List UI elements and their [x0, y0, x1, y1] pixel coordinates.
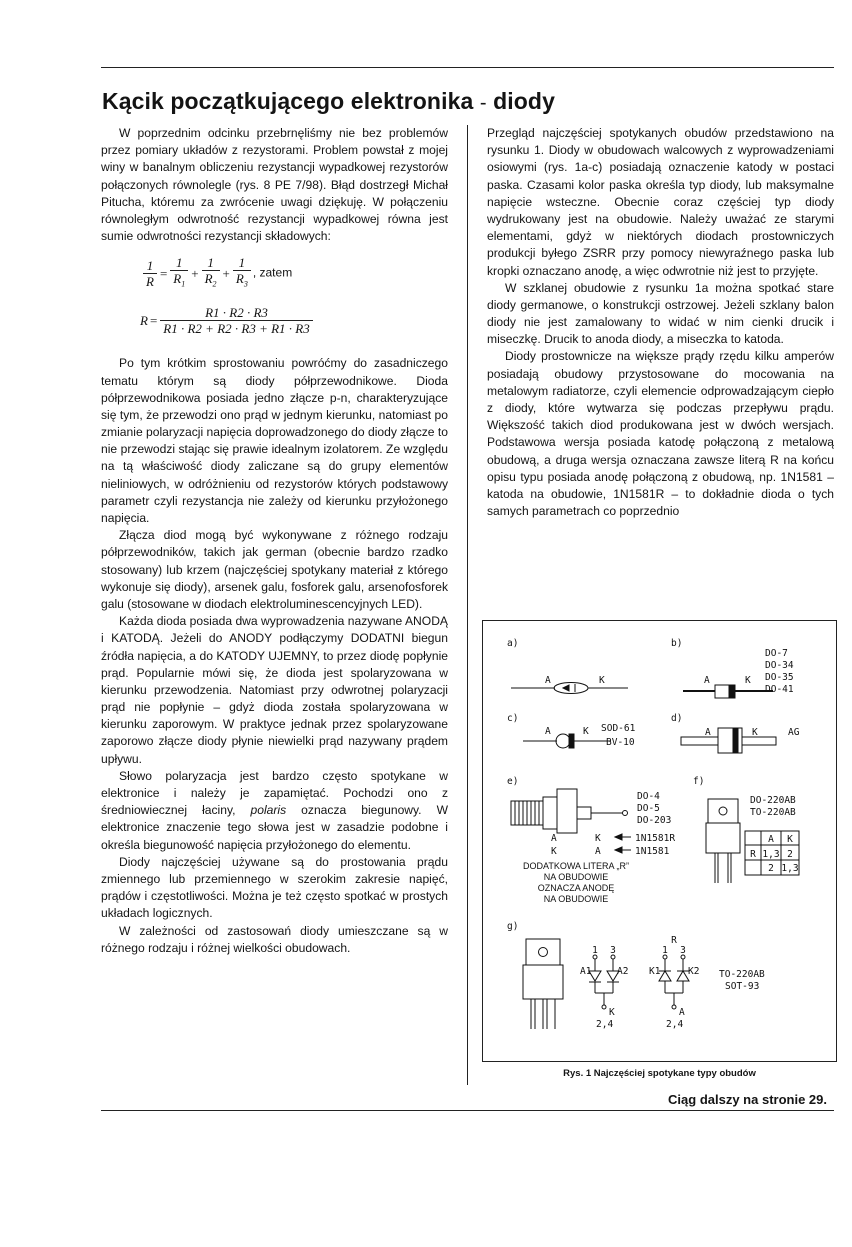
svg-text:2,4: 2,4 [596, 1019, 614, 1030]
svg-text:A: A [595, 846, 601, 857]
svg-text:DO-203: DO-203 [637, 815, 672, 826]
fraction: $\frac{1}{R_1}$ [170, 255, 188, 292]
dual-diode-common-cathode [589, 955, 619, 1009]
svg-text:A: A [545, 675, 551, 686]
svg-text:K: K [583, 726, 589, 737]
fraction: $\frac{1}{R_3}$ [233, 255, 251, 292]
diode-packages-figure [482, 620, 837, 1062]
figure-caption: Rys. 1 Najczęściej spotykane typy obudów [563, 1068, 756, 1079]
svg-text:A: A [679, 1007, 685, 1018]
column-divider [467, 125, 468, 1085]
svg-text:R: R [671, 935, 677, 946]
svg-text:BV-10: BV-10 [606, 737, 635, 748]
svg-text:A1: A1 [580, 966, 592, 977]
svg-text:A: A [705, 727, 711, 738]
article-title [102, 88, 555, 115]
formula-parallel-resistance: R = $\frac{R1 \cdot R2 \cdot R3}{R1 \cdot R2 + R2 \cdot R3 + R1 \cdot R3}$ [139, 305, 448, 349]
svg-text:DO-35: DO-35 [765, 672, 794, 683]
stud-diode-drawing [511, 789, 628, 833]
svg-text:A: A [545, 726, 551, 737]
svg-text:DO-41: DO-41 [765, 684, 794, 695]
right-column [487, 125, 834, 520]
paragraph: Słowo polaryzacja jest bardzo często spotykane w elektronice i należy je zapamiętać. Pochodzi ono z średniowiecznej łaciny, polaris oznacza biegunowy. W elektronice znaczenie tego słowa jest w zasadzie podobne i określa biegunowość napięcia przyłożonego do elementu. [101, 768, 448, 852]
svg-text:NA OBUDOWIE: NA OBUDOWIE [543, 894, 609, 904]
paragraph: Każda dioda posiada dwa wyprowadzenia nazywane ANODĄ i KATODĄ. Jeżeli do ANODY podłączymy DODATNI biegun źródła napięcia, a do KATODY UJEMNY, to przez diodę popłynie prąd. Popularnie mówi się, że dioda jest spolaryzowana w kierunku przewodzenia. Natomiast przy odwrotnej polaryzacji prąd nie popłynie – gdyż dioda została spolaryzowana w kierunku zaporowym. W praktyce jednak przez spolaryzowane zaporowo złącze diody płynie niewielki prąd nazywany prądem upływu. [101, 614, 448, 766]
svg-text:3: 3 [680, 945, 686, 956]
fig-g-label: g) [507, 921, 519, 932]
svg-text:OZNACZA ANODĘ: OZNACZA ANODĘ [537, 883, 615, 893]
dual-diode-package-drawing [523, 939, 563, 1029]
svg-text:NA OBUDOWIE: NA OBUDOWIE [543, 872, 609, 882]
svg-text:DODATKOWA LITERA „R”: DODATKOWA LITERA „R” [522, 861, 630, 871]
top-rule [101, 67, 834, 68]
formula-tail: , zatem [252, 266, 293, 281]
svg-text:A: A [768, 834, 774, 845]
svg-text:TO-220AB: TO-220AB [719, 969, 765, 980]
svg-text:1: 1 [592, 945, 598, 956]
svg-text:A: A [704, 675, 710, 686]
svg-text:DO-5: DO-5 [637, 803, 660, 814]
svg-text:3: 3 [610, 945, 616, 956]
svg-text:SOD-61: SOD-61 [601, 723, 636, 734]
fig-d-label: d) [671, 713, 683, 724]
paragraph: Po tym krótkim sprostowaniu powróćmy do zasadniczego tematu którym są diody półprzewodnikowe. Dioda półprzewodnikowa posiada jedno złącze p-n, charakteryzujące się tym, że przewodzi ono prąd w jednym kierunku, natomiast po zmianie polaryzacji napięcia doprowadzonego do diody złącze to nie przewodzi stając się prawie idealnym izolatorem. Ze względu na tą właściwość diody zaliczane są do grupy elementów nieliniowych, w odróżnieniu od rezystorów których podstawowy parametr czyli rezystancja nie zależy od kierunku przyłożonego napięcia. [101, 356, 448, 525]
svg-text:2: 2 [768, 863, 774, 874]
pinout-table [745, 831, 799, 875]
svg-text:DO-220AB: DO-220AB [750, 795, 796, 806]
svg-text:2: 2 [787, 849, 793, 860]
formula-reciprocal-sum: $\frac{1}{R}$ = $\frac{1}{R_1}$ + $\frac{1}{R_2}$ + $\frac{1}{R_3}$ , zatem [141, 255, 448, 293]
svg-text:AG: AG [788, 727, 800, 738]
paragraph: Złącza diod mogą być wykonywane z różnego rodzaju półprzewodników, takich jak german (obecnie bardzo rzadko stosowany) lub krzem (najczęściej spotykany materiał z którego wykonuje się diody), arsenek galu, fosforek galu, arsenofosforek galu (stosowane w diodach elektroluminescencyjnych LED). [101, 528, 448, 611]
svg-text:1,3: 1,3 [762, 849, 780, 860]
continued-on-page: Ciąg dalszy na stronie 29. [668, 1092, 827, 1107]
svg-text:K: K [609, 1007, 615, 1018]
title-sub: diody [493, 88, 555, 114]
svg-text:K: K [599, 675, 605, 686]
fig-c-label: c) [507, 713, 519, 724]
svg-text:TO-220AB: TO-220AB [750, 807, 796, 818]
svg-text:K: K [787, 834, 793, 845]
svg-text:1,3: 1,3 [781, 863, 799, 874]
svg-text:R: R [750, 849, 756, 860]
svg-text:K1: K1 [649, 966, 661, 977]
fraction: $\frac{1}{R_2}$ [202, 255, 220, 292]
glass-diode-body [554, 683, 588, 694]
fig-e-label: e) [507, 776, 519, 787]
fig-a-label: a) [507, 638, 519, 649]
svg-text:2,4: 2,4 [666, 1019, 684, 1030]
svg-text:DO-7: DO-7 [765, 648, 788, 659]
paragraph: Diody prostownicze na większe prądy rzędu kilku amperów posiadają obudowy przystosowane do mocowania na metalowym radiatorze, czyli elemencie odprowadzającym ciepło z diody, które wytwarza się podczas przepływu prądu. Większość takich diod produkowana jest w dwóch wersjach. Podstawowa wersja posiada katodę połączoną z metalową obudową, a druga wersja oznaczana zawsze literą R na końcu opisu typu posiada anodę połączoną z obudową, np. 1N1581 – katoda na obudowie, 1N1581R – to dokładnie dioda o tych samych parametrach co poprzednio [487, 349, 834, 519]
latin-term: polaris [250, 803, 287, 818]
title-main: Kącik początkującego elektronika [102, 88, 474, 114]
to220-diode-drawing [706, 799, 740, 883]
svg-text:K2: K2 [688, 966, 700, 977]
sod61-diode-body [556, 734, 570, 748]
paragraph: Przegląd najczęściej spotykanych obudów przedstawiono na rysunku 1. Diody w obudowach walcowych z wyprowadzeniami osiowymi (rys. 1a-c) posiadają oznaczenie katody w postaci paska. Czasami kolor paska określa typ diody, lub maksymalne napięcie wsteczne. Obecnie coraz częściej typ diody wydrukowany jest na obudowie. Należy uważać ze starymi elementami, gdyż w niektórych diodach prostowniczych produkcji byłego ZSRR przy pomocy niewyraźnego paska lub kropki oznaczano anodę, a więc odwrotnie niż jest to przyjęte. [487, 126, 834, 278]
svg-text:1: 1 [662, 945, 668, 956]
svg-text:K: K [752, 727, 758, 738]
svg-text:A: A [551, 833, 557, 844]
svg-text:K: K [745, 675, 751, 686]
paragraph: W poprzednim odcinku przebrnęliśmy nie bez problemów przez pomiary układów z rezystorami. Problem powstał z mojej winy w banalnym obliczeniu rezystancji wypadkowej rezystorów połączonych równolegle (rys. 8 PE 7/98). Błąd dostrzegł Michał Pitucha, któremu za zwrócenie uwagi dziękuję. W połączeniu równoległym odwrotność rezystancji wypadkowej równa jest sumie odwrotności rezystancji składowych: [101, 126, 448, 244]
svg-text:1N1581: 1N1581 [635, 846, 670, 857]
svg-text:A2: A2 [617, 966, 629, 977]
paragraph: Diody najczęściej używane są do prostowania prądu zmiennego lub przemiennego w szerokim zakresie napięć, prądów i częstotliwości. Można je też często spotkać w prostych układach logicznych. [101, 854, 448, 921]
bottom-rule [101, 1110, 834, 1111]
dual-diode-common-anode [659, 955, 689, 1009]
svg-text:DO-4: DO-4 [637, 791, 660, 802]
paragraph: W zależności od zastosowań diody umieszczane są w różnego rodzaju i różnej wielkości obudowach. [101, 923, 448, 955]
title-dash: - [479, 92, 487, 114]
svg-text:K: K [551, 846, 557, 857]
fraction: $\frac{R1 \cdot R2 \cdot R3}{R1 \cdot R2 + R2 \cdot R3 + R1 \cdot R3}$ [160, 305, 312, 336]
diode-packages-diagram [483, 621, 838, 1063]
svg-text:1N1581R: 1N1581R [635, 833, 676, 844]
fraction: $\frac{1}{R}$ [143, 258, 157, 289]
svg-text:DO-34: DO-34 [765, 660, 794, 671]
fig-b-label: b) [671, 638, 683, 649]
fig-f-label: f) [693, 776, 705, 787]
svg-text:K: K [595, 833, 601, 844]
left-column [101, 125, 448, 957]
svg-text:SOT-93: SOT-93 [725, 981, 760, 992]
paragraph: W szklanej obudowie z rysunku 1a można spotkać stare diody germanowe, o konstrukcji ostrzowej. Jeżeli szklany balon diody nie jest zamalowany to widać w nim cienki drucik i miseczkę. Drucik to anoda diody, a miseczka to katoda. [487, 280, 834, 347]
